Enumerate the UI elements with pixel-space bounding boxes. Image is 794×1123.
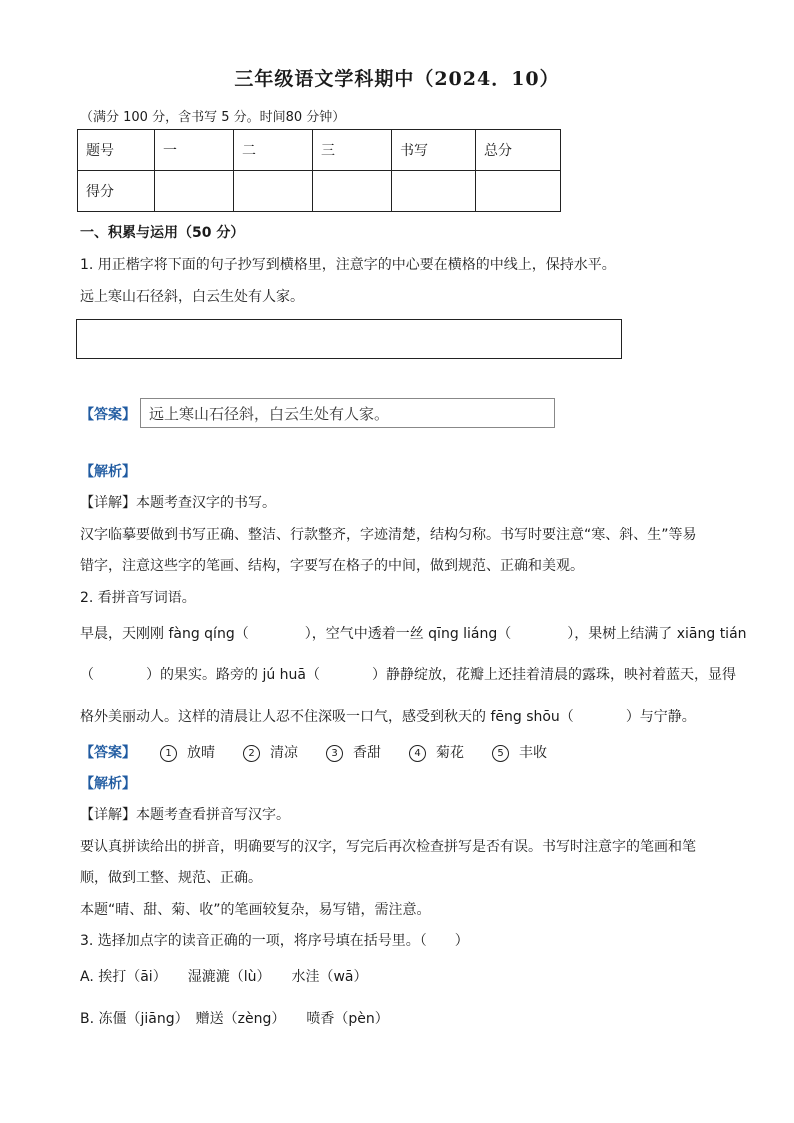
score-input-cell[interactable] <box>313 171 392 212</box>
text-segment: 早晨，天刚刚 fàng qíng（ <box>80 626 249 642</box>
answer-text: 远上寒山石径斜，白云生处有人家。 <box>149 405 390 423</box>
answer-item <box>409 742 464 762</box>
question-1-sentence: 远上寒山石径斜，白云生处有人家。 <box>80 289 304 305</box>
score-header-cell: 一 <box>155 130 234 171</box>
answer-image-box <box>140 398 555 428</box>
score-input-cell[interactable] <box>234 171 313 212</box>
detail-line: 【详解】本题考查汉字的书写。 <box>80 495 276 511</box>
score-input-cell[interactable] <box>392 171 476 212</box>
score-table-header-row <box>78 130 561 171</box>
explanation-line: 顺，做到工整、规范、正确。 <box>80 870 262 886</box>
explanation-line: 本题“晴、甜、菊、收”的笔画较复杂，易写错，需注意。 <box>80 902 431 918</box>
question-2-prompt: 2. 看拼音写词语。 <box>80 590 196 606</box>
circled-number: 3 <box>326 745 343 762</box>
circled-number: 1 <box>160 745 177 762</box>
explanation-line: 汉字临摹要做到书写正确、整洁、行款整齐，字迹清楚，结构匀称。书写时要注意“寒、斜、生”等易 <box>80 527 697 543</box>
handwriting-box[interactable] <box>76 319 622 359</box>
answer-item <box>243 742 298 762</box>
question-2-line-1 <box>80 623 747 643</box>
score-input-cell[interactable] <box>155 171 234 212</box>
answer-item <box>492 742 547 762</box>
score-header-cell: 三 <box>313 130 392 171</box>
answer-item <box>160 742 215 762</box>
option-b[interactable]: B. 冻僵（jiāng） 赠送（zèng） 喷香（pèn） <box>80 1011 389 1027</box>
answer-word: 香甜 <box>353 745 381 761</box>
explanation-line: 要认真拼读给出的拼音，明确要写的汉字，写完后再次检查拼写是否有误。书写时注意字的笔画和笔 <box>80 839 696 855</box>
circled-number: 4 <box>409 745 426 762</box>
score-row-label: 得分 <box>78 171 155 212</box>
answer-word: 清凉 <box>270 745 298 761</box>
text-segment: 格外美丽动人。这样的清晨让人忍不住深吸一口气，感受到秋天的 fēng shōu（ <box>80 709 574 725</box>
text-segment: ）与宁静。 <box>625 709 696 725</box>
answer-word: 菊花 <box>436 745 464 761</box>
score-header-cell: 题号 <box>78 130 155 171</box>
detail-line: 【详解】本题考查看拼音写汉字。 <box>80 807 290 823</box>
section-heading: 一、积累与运用（50 分） <box>80 225 245 241</box>
question-2-line-2 <box>80 664 736 684</box>
analysis-tag: 【解析】 <box>80 464 136 480</box>
score-header-cell: 二 <box>234 130 313 171</box>
exam-info: （满分 100 分，含书写 5 分。时间80 分钟） <box>80 110 346 125</box>
question-3-prompt: 3. 选择加点字的读音正确的一项，将序号填在括号里。（ ） <box>80 933 469 949</box>
answer-tag: 【答案】 <box>80 745 136 761</box>
answer-word: 放晴 <box>187 745 215 761</box>
score-input-cell[interactable] <box>476 171 561 212</box>
circled-number: 5 <box>492 745 509 762</box>
answer-item <box>326 742 381 762</box>
score-table-score-row <box>78 171 561 212</box>
answer-tag: 【答案】 <box>80 407 136 423</box>
question-2-line-3 <box>80 706 696 726</box>
score-header-cell: 总分 <box>476 130 561 171</box>
text-segment: ）的果实。路旁的 jú huā（ <box>146 667 320 683</box>
circled-number: 2 <box>243 745 260 762</box>
explanation-line: 错字，注意这些字的笔画、结构，字要写在格子的中间，做到规范、正确和美观。 <box>80 558 584 574</box>
text-segment: （ <box>80 667 94 683</box>
question-1-prompt: 1. 用正楷字将下面的句子抄写到横格里，注意字的中心要在横格的中线上，保持水平。 <box>80 257 616 273</box>
score-header-cell: 书写 <box>392 130 476 171</box>
answer-word: 丰收 <box>519 745 547 761</box>
page-title: 三年级语文学科期中（2024．10） <box>234 68 560 90</box>
option-a[interactable]: A. 挨打（āi） 湿漉漉（lù） 水洼（wā） <box>80 969 368 985</box>
text-segment: ），空气中透着一丝 qīng liáng（ <box>304 626 512 642</box>
text-segment: ），果树上结满了 xiāng tián <box>567 626 747 642</box>
score-table <box>77 129 561 212</box>
analysis-tag: 【解析】 <box>80 776 136 792</box>
text-segment: ）静静绽放，花瓣上还挂着清晨的露珠，映衬着蓝天，显得 <box>372 667 736 683</box>
